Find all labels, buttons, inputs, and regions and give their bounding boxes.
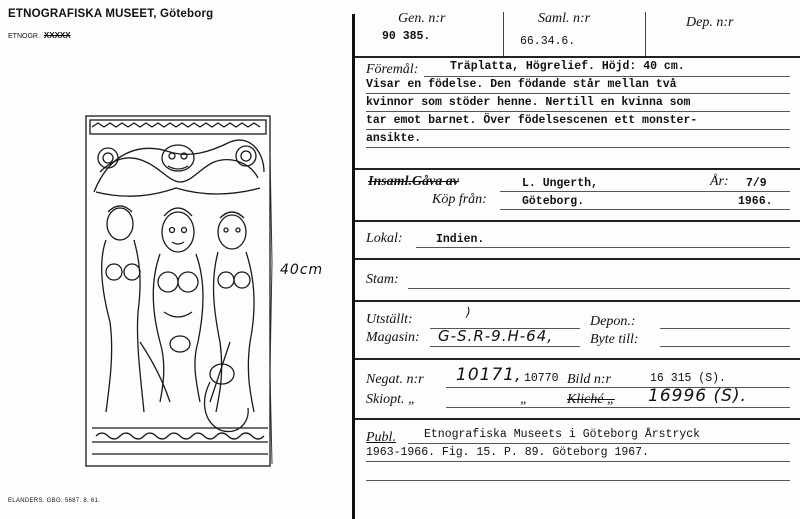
foremal-line-4: tar emot barnet. Över födelsescenen ett monster- [366, 114, 698, 127]
depon-rule [660, 328, 790, 329]
dep-label: Dep. n:r [686, 15, 734, 30]
foremal-line-1: Träplatta, Högrelief. Höjd: 40 cm. [450, 60, 685, 73]
publ-rule-1 [408, 443, 790, 444]
foremal-rule-3 [366, 111, 790, 112]
acq-rule-2 [500, 209, 790, 210]
stam-rule [408, 288, 790, 289]
rule-photo [355, 418, 800, 420]
number-separator-2 [645, 12, 646, 56]
skiopt-label: Skiopt. „ [366, 392, 416, 407]
foremal-label: Föremål: [366, 62, 419, 77]
saml-value: 66.34.6. [520, 35, 576, 48]
kop-label: Köp från: [432, 192, 487, 207]
byte-rule [660, 346, 790, 347]
rule-lokal [355, 258, 800, 260]
magasin-value: G-S.R-9.H-64, [438, 327, 554, 345]
acq-rule-1 [500, 191, 790, 192]
negat-hand: 10171, [456, 365, 522, 385]
sketch-height-note: 40cm [280, 262, 324, 278]
etnogr-label: ETNOGR. [8, 33, 40, 40]
etnogr-field [8, 31, 71, 40]
kliche-value: 16996 (S). [648, 386, 747, 406]
depon-label: Depon.: [590, 314, 636, 329]
acq-year: 1966. [738, 195, 773, 208]
stam-label: Stam: [366, 272, 399, 287]
bild-label: Bild n:r [567, 372, 611, 387]
bild-value: 16 315 (S). [650, 372, 726, 385]
number-separator-1 [503, 12, 504, 56]
lokal-value: Indien. [436, 233, 485, 246]
skiopt-quote: „ [520, 392, 528, 407]
saml-label: Saml. n:r [538, 11, 591, 26]
magasin-label: Magasin: [366, 330, 420, 345]
etnogr-struck-value: XXXXX [43, 31, 71, 40]
insaml-struck-label: Insaml.Gåva av [368, 174, 459, 189]
publ-line-1: Etnografiska Museets i Göteborg Årstryck [424, 428, 701, 441]
foremal-rule-1 [424, 76, 790, 77]
foremal-line-5: ansikte. [366, 132, 422, 145]
publ-rule-3 [366, 480, 790, 481]
skiopt-rule [446, 407, 790, 408]
negat-typed: 10770 [524, 372, 559, 385]
publ-line-2: 1963-1966. Fig. 15. P. 89. Göteborg 1967. [366, 446, 649, 459]
museum-header: ETNOGRAFISKA MUSEET, Göteborg [8, 8, 214, 20]
utstallt-value: ) [466, 305, 472, 319]
relief-sketch [80, 112, 280, 472]
kliche-label: Kliché „ [567, 392, 615, 407]
negat-label: Negat. n:r [366, 372, 424, 387]
acq-person: L. Ungerth, [522, 177, 598, 190]
gen-value: 90 385. [382, 30, 431, 43]
publ-label: Publ. [366, 430, 396, 445]
utstallt-label: Utställt: [366, 312, 413, 327]
card-divider [352, 14, 355, 519]
rule-storage [355, 358, 800, 360]
kop-value: Göteborg. [522, 195, 585, 208]
foremal-rule-2 [366, 93, 790, 94]
foremal-rule-4 [366, 129, 790, 130]
publ-rule-2 [366, 461, 790, 462]
printer-imprint: ELANDERS. GBG. 5687. 8. 61. [8, 498, 101, 504]
gen-label: Gen. n:r [398, 11, 446, 26]
year-value: 7/9 [746, 177, 767, 190]
foremal-line-2: Visar en födelse. Den födande står mellan två [366, 78, 677, 91]
magasin-rule [430, 346, 580, 347]
byte-label: Byte till: [590, 332, 639, 347]
rule-top [355, 56, 800, 58]
rule-foremal [355, 168, 800, 170]
lokal-rule [416, 247, 790, 248]
year-label: År: [710, 174, 729, 189]
rule-stam [355, 300, 800, 302]
lokal-label: Lokal: [366, 231, 403, 246]
foremal-rule-5 [366, 147, 790, 148]
rule-acq [355, 220, 800, 222]
foremal-line-3: kvinnor som stöder henne. Nertill en kvinna som [366, 96, 691, 109]
